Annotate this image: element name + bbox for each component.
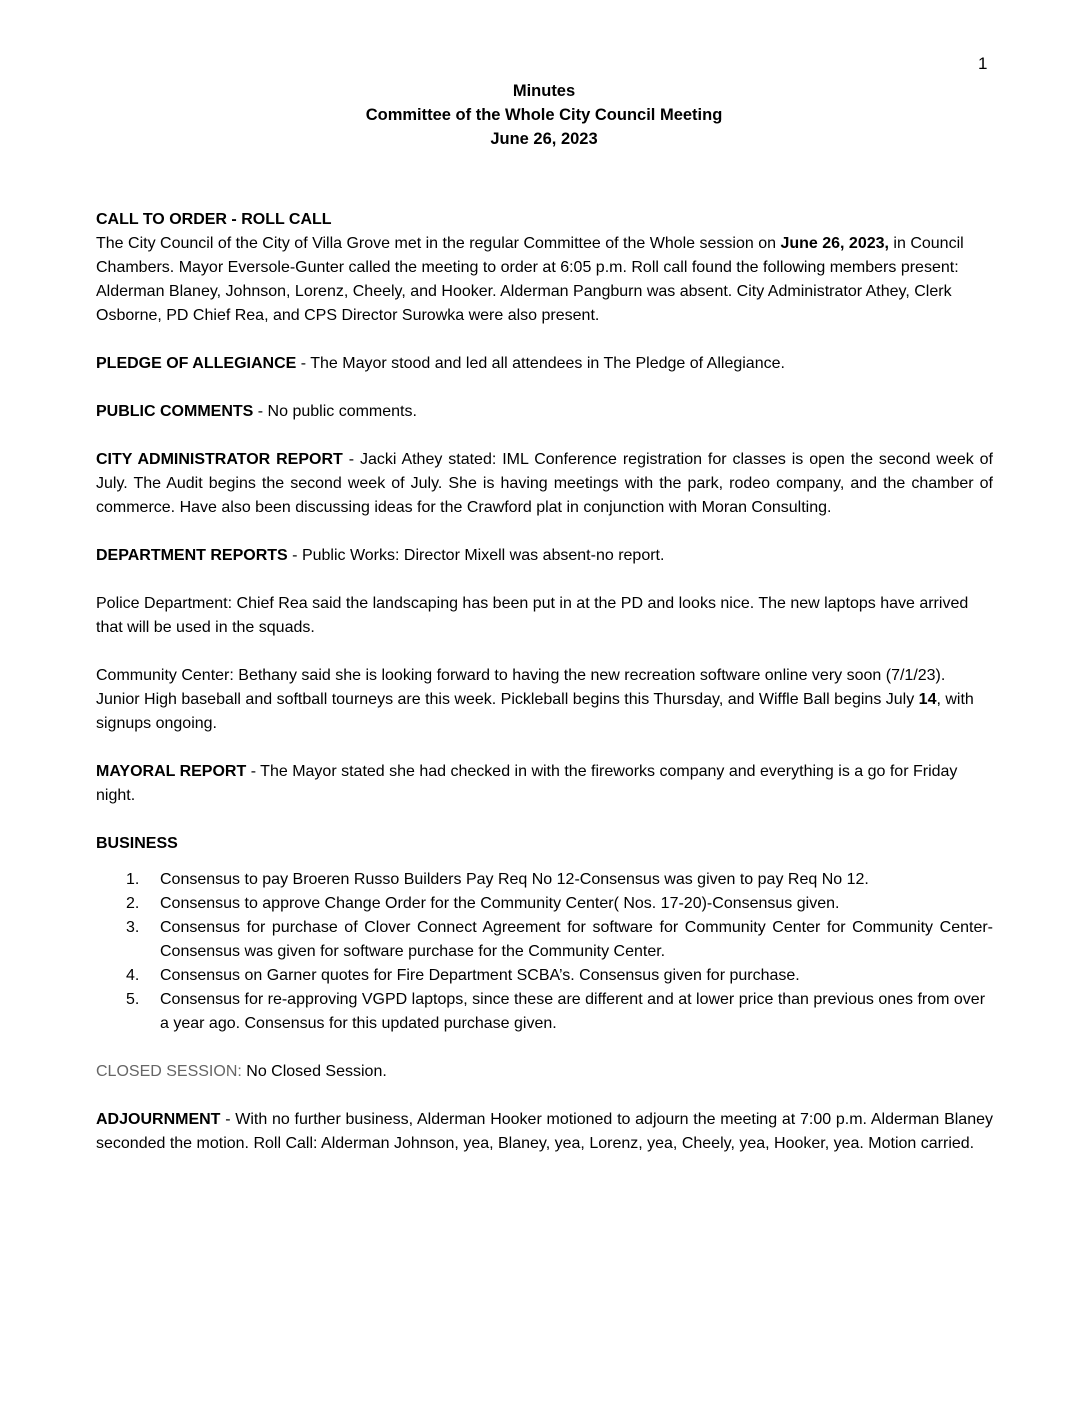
business-item — [126, 892, 993, 916]
city-administrator-section — [96, 448, 993, 520]
call-to-order-text-end: in Council Chambers. Mayor Eversole-Gunter called the meeting to order at 6:05 p.m. Roll call found the following members present: Alderman Blaney, Johnson, Lorenz, Cheely, and Hooker. Alderman Pangburn was absent. City Administrator Athey, Clerk Osborne, PD Chief Rea, and CPS Director Surowka were also present. — [96, 235, 964, 324]
adjournment-text: - With no further business, Alderman Hooker motioned to adjourn the meeting at 7:00 p.m. Alderman Blaney seconded the motion. Roll Call: Alderman Johnson, yea, Blaney, yea, Lorenz, yea, Cheely, yea, Hooker, yea. Motion carried. — [96, 1111, 993, 1152]
minutes-body — [96, 208, 993, 1180]
business-item-number: 2. — [126, 895, 140, 912]
call-to-order-text-start: The City Council of the City of Villa Grove met in the regular Committee of the Whole session on — [96, 235, 781, 252]
police-report: Police Department: Chief Rea said the landscaping has been put in at the PD and looks nice. The new laptops have arrived that will be used in the squads. — [96, 595, 969, 636]
department-reports-section — [96, 544, 993, 568]
public-comments-title: PUBLIC COMMENTS — [96, 403, 254, 420]
wiffle-ball-date: 14 — [918, 691, 937, 708]
business-item-text: Consensus to pay Broeren Russo Builders Pay Req No 12-Consensus was given to pay Req No 12. — [160, 871, 869, 888]
mayoral-section — [96, 760, 993, 808]
adjournment-title: ADJOURNMENT — [96, 1111, 221, 1128]
city-administrator-title: CITY ADMINISTRATOR REPORT — [96, 451, 343, 468]
business-item-number: 4. — [126, 967, 140, 984]
business-item-text: Consensus for purchase of Clover Connect Agreement for software for Community Center for Community Center-Consensus was given for software purchase for the Community Center. — [160, 919, 993, 960]
public-works-text: - Public Works: Director Mixell was absent-no report. — [287, 547, 665, 564]
header-date: June 26, 2023 — [490, 130, 598, 148]
business-list — [96, 868, 993, 1036]
business-item — [126, 868, 993, 892]
header-meeting-name: Committee of the Whole City Council Meeting — [365, 106, 723, 124]
community-center-report — [96, 664, 993, 736]
business-item — [126, 988, 993, 1036]
pledge-text: - The Mayor stood and led all attendees in The Pledge of Allegiance. — [296, 355, 785, 372]
business-item-text: Consensus to approve Change Order for the Community Center( Nos. 17-20)-Consensus given. — [160, 895, 840, 912]
closed-session-label: CLOSED SESSION: — [96, 1063, 242, 1080]
call-to-order-section — [96, 208, 993, 328]
public-comments-text: - No public comments. — [253, 403, 417, 420]
business-item — [126, 964, 993, 988]
business-item-number: 3. — [126, 919, 140, 936]
business-item-number: 5. — [126, 991, 140, 1008]
adjournment-section — [96, 1108, 993, 1156]
department-reports-title: DEPARTMENT REPORTS — [96, 547, 288, 564]
business-item-text: Consensus for re-approving VGPD laptops, since these are different and at lower price than previous ones from over a year ago. Consensus for this updated purchase given. — [160, 991, 986, 1032]
business-title: BUSINESS — [96, 835, 178, 852]
pledge-section — [96, 352, 993, 376]
meeting-date: June 26, 2023, — [780, 235, 889, 252]
business-section — [96, 832, 993, 856]
call-to-order-title: CALL TO ORDER - ROLL CALL — [96, 211, 332, 228]
closed-session-section — [96, 1060, 993, 1084]
business-item-number: 1. — [126, 871, 140, 888]
page-number: 1 — [978, 54, 988, 73]
business-item-text: Consensus on Garner quotes for Fire Department SCBA’s. Consensus given for purchase. — [160, 967, 800, 984]
closed-session-text: No Closed Session. — [241, 1063, 387, 1080]
mayoral-title: MAYORAL REPORT — [96, 763, 247, 780]
mayoral-text: - The Mayor stated she had checked in with the fireworks company and everything is a go for Friday night. — [96, 763, 958, 804]
document-header — [0, 79, 1088, 151]
city-administrator-text: - Jacki Athey stated: IML Conference registration for classes is open the second week of July. The Audit begins the second week of July. She is having meetings with the park, rodeo company, and the chamber of commerce. Have also been discussing ideas for the Crawford plat in conjunction with Moran Consulting. — [96, 451, 993, 516]
pledge-title: PLEDGE OF ALLEGIANCE — [96, 355, 297, 372]
public-comments-section — [96, 400, 993, 424]
business-item — [126, 916, 993, 964]
community-center-text-start: Community Center: Bethany said she is looking forward to having the new recreation software online very soon (7/1/23). Junior High baseball and softball tourneys are this week. Pickleball begins this Thursday, and Wiffle Ball begins July — [96, 667, 946, 708]
header-title: Minutes — [512, 82, 576, 100]
community-center-text-end: , with signups ongoing. — [96, 691, 974, 732]
